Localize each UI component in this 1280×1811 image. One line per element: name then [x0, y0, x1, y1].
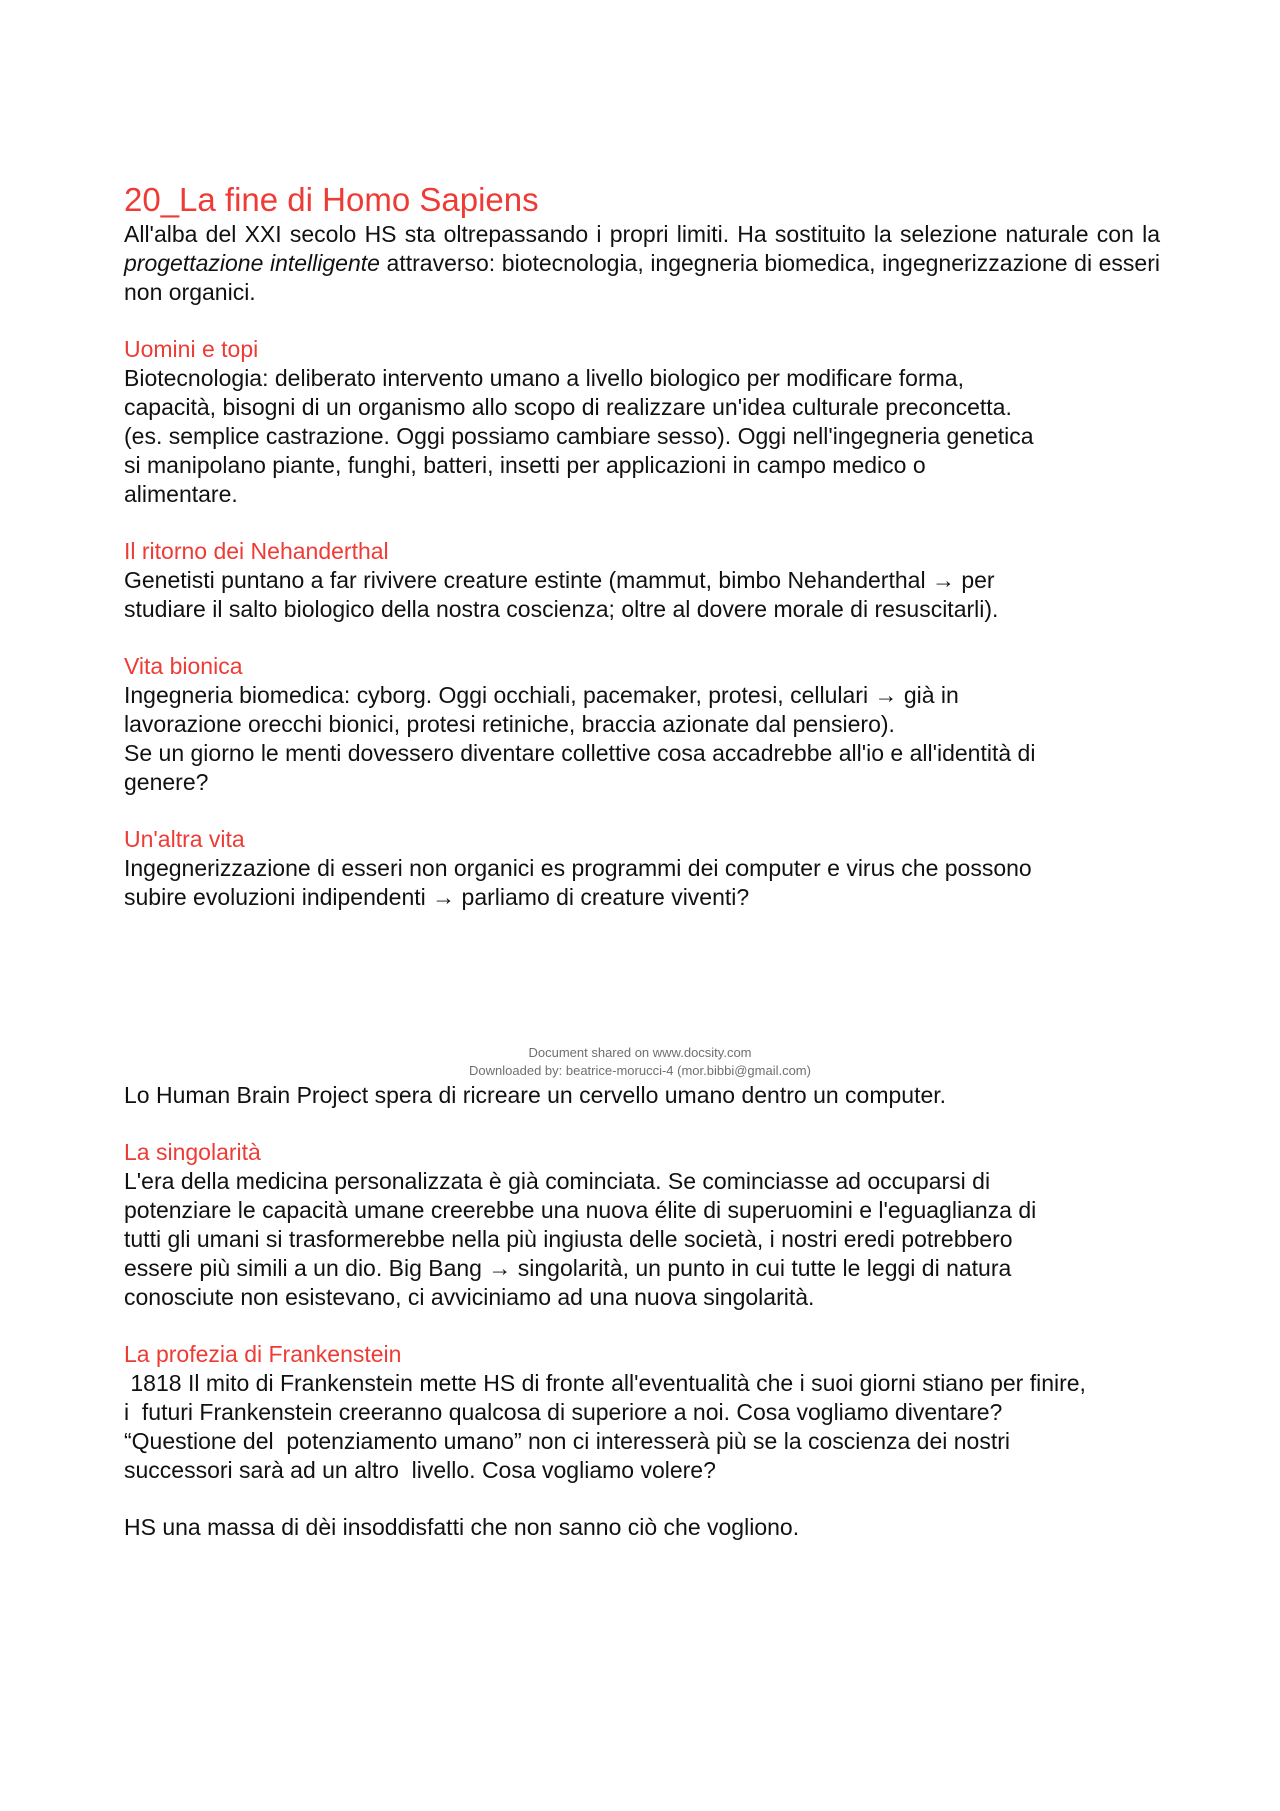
section-heading-la-singolarita: La singolarità — [124, 1139, 261, 1165]
section-heading-il-ritorno-dei-nehanderthal: Il ritorno dei Nehanderthal — [124, 538, 389, 564]
section-heading-un-altra-vita: Un'altra vita — [124, 826, 245, 852]
section-paragraph-la-profezia-di-frankenstein: 1818 Il mito di Frankenstein mette HS di fronte all'eventualità che i suoi giorni stiano per finire, i futuri Frankenstein creeranno qualcosa di superiore a noi. Cosa vogliamo diventare? “Questione del potenziamento umano” non ci interesserà più se la coscienza dei nostri successori sarà ad un altro livello. Cosa vogliamo volere? — [124, 1370, 1086, 1483]
section-paragraph-vita-bionica: Ingegneria biomedica: cyborg. Oggi occhiali, pacemaker, protesi, cellulari → già in lavorazione orecchi bionici, protesi retiniche, braccia azionate dal pensiero). Se un giorno le menti dovessero diventare collettive cosa accadrebbe all'io e all'identità di genere? — [124, 682, 1036, 795]
section-paragraph-il-ritorno-dei-nehanderthal: Genetisti puntano a far rivivere creature estinte (mammut, bimbo Nehanderthal → per studiare il salto biologico della nostra coscienza; oltre al dovere morale di resuscitarli). — [124, 567, 999, 622]
section-heading-la-profezia-di-frankenstein: La profezia di Frankenstein — [124, 1341, 402, 1367]
footer-downloaded-line: Downloaded by: beatrice-morucci-4 (mor.bibbi@gmail.com) — [469, 1063, 811, 1078]
docsity-footer — [0, 1044, 1280, 1080]
footer-shared-line: Document shared on www.docsity.com — [528, 1045, 752, 1060]
intro-paragraph: All'alba del XXI secolo HS sta oltrepassando i propri limiti. Ha sostituito la selezione naturale con la progettazione intelligente attraverso: biotecnologia, ingegneria biomedica, ingegnerizzazione di esseri non organici. — [124, 221, 1160, 305]
human-brain-project-line: Lo Human Brain Project spera di ricreare un cervello umano dentro un computer. — [124, 1082, 947, 1108]
section-paragraph-la-singolarita: L'era della medicina personalizzata è già cominciata. Se cominciasse ad occuparsi di potenziare le capacità umane creerebbe una nuova élite di superuomini e l'eguaglianza di tutti gli umani si trasformerebbe nella più ingiusta delle società, i nostri eredi potrebbero essere più simili a un dio. Big Bang → singolarità, un punto in cui tutte le leggi di natura conosciute non esistevano, ci avviciniamo ad una nuova singolarità. — [124, 1168, 1037, 1310]
page-2-content — [124, 1081, 1160, 1542]
page-1-content — [124, 180, 1160, 912]
page-title: 20_La fine di Homo Sapiens — [124, 181, 539, 218]
section-heading-uomini-e-topi: Uomini e topi — [124, 336, 259, 362]
section-heading-vita-bionica: Vita bionica — [124, 653, 243, 679]
section-paragraph-uomini-e-topi: Biotecnologia: deliberato intervento umano a livello biologico per modificare forma, capacità, bisogni di un organismo allo scopo di realizzare un'idea culturale preconcetta. (es. semplice castrazione. Oggi possiamo cambiare sesso). Oggi nell'ingegneria genetica si manipolano piante, funghi, batteri, insetti per applicazioni in campo medico o alimentare. — [124, 365, 1034, 507]
section-paragraph-un-altra-vita: Ingegnerizzazione di esseri non organici es programmi dei computer e virus che possono subire evoluzioni indipendenti → parliamo di creature viventi? — [124, 855, 1032, 910]
intro-emphasis: progettazione intelligente — [124, 250, 380, 276]
closing-paragraph: HS una massa di dèi insoddisfatti che non sanno ciò che vogliono. — [124, 1514, 800, 1540]
